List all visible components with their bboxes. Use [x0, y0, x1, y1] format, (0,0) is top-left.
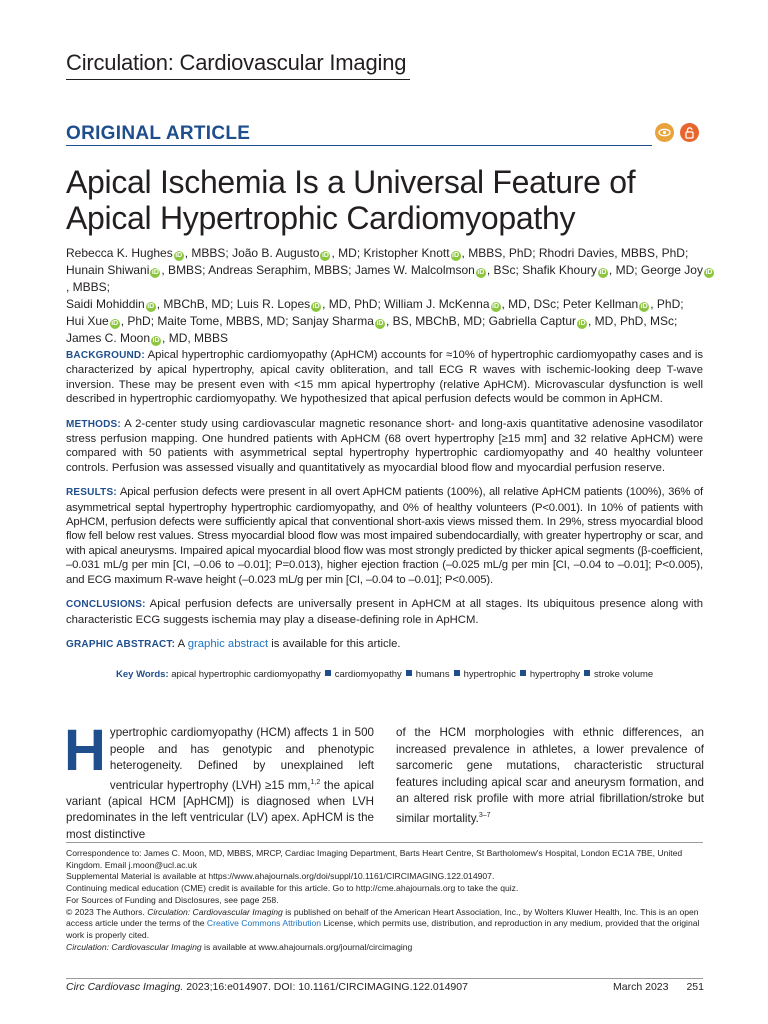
orcid-icon[interactable]: iD [705, 269, 713, 276]
citation-sup[interactable]: 3–7 [478, 811, 491, 819]
footer-date: March 2023 [613, 981, 669, 993]
graphic-pre: A [177, 637, 185, 650]
author [66, 331, 228, 345]
availability-journal: Circulation: Cardiovascular Imaging [66, 941, 202, 952]
citation-sup[interactable]: 1,2 [310, 778, 321, 786]
keywords [116, 668, 716, 681]
author-list [66, 245, 716, 347]
author-name: Hunain Shiwani [66, 263, 150, 277]
availability-note [66, 942, 706, 954]
author [563, 297, 684, 311]
orcid-icon[interactable]: iD [640, 303, 648, 310]
author [539, 246, 688, 260]
journal-name: Circulation: Cardiovascular Imaging [66, 50, 407, 75]
graphic-abstract-label: GRAPHIC ABSTRACT: [66, 638, 176, 650]
graphic-abstract-link[interactable]: graphic abstract [187, 637, 269, 650]
author-degrees: , MBBS, PhD; [461, 246, 539, 260]
abstract-results [66, 485, 703, 587]
keyword[interactable]: hypertrophic [463, 669, 516, 680]
keyword-separator [325, 670, 331, 676]
author-degrees: , MD; [608, 263, 641, 277]
orcid-icon[interactable]: iD [147, 303, 155, 310]
author-degrees: , MBBS, MD; [219, 314, 292, 328]
author [237, 297, 384, 311]
author-name: Rhodri Davies [538, 246, 615, 260]
keyword[interactable]: humans [415, 669, 450, 680]
author-name: Kristopher Knott [363, 246, 450, 260]
author [232, 246, 363, 260]
section-label: ORIGINAL ARTICLE [66, 123, 251, 144]
author-degrees: , MBBS; [307, 263, 355, 277]
copyright-journal: Circulation: Cardiovascular Imaging [147, 906, 283, 917]
body-right-text: of the HCM morphologies with ethnic differences, an increased prevalence in athletes, a lower prevalence of sarcomeric gene mutations, characteristic structural features including apical scar and aneurysm formation, and an altered risk profile with more atrial fibrillation/stroke but similar mortality. [396, 726, 704, 825]
author [522, 263, 641, 277]
author-name: Luis R. Lopes [236, 297, 311, 311]
body-left-text-2: the apical variant (apical HCM [ApHCM]) is diagnosed when LVH predominates in the left ventricular (LV) apex. ApHCM is the most distinctive [66, 778, 374, 841]
author [384, 297, 563, 311]
orcid-icon[interactable]: iD [376, 320, 384, 327]
journal-underline [66, 79, 410, 80]
footnote-divider [66, 842, 703, 843]
background-label: BACKGROUND: [66, 350, 145, 361]
author-name: Shafik Khoury [522, 263, 597, 277]
keyword[interactable]: cardiomyopathy [334, 669, 402, 680]
keyword-separator [520, 670, 526, 676]
methods-text: A 2-center study using cardiovascular magnetic resonance short- and long-axis quantitative adenosine vasodilator stress perfusion mapping. One hundred patients with ApHCM (68 overt hypertrophy [≥15 mm] and 32 relative ApHCM) were compared with 50 patients with asymmetrical septal hypertrophy hypertrophic cardiomyopathy and 40 healthy volunteer controls. Perfusion was assessed visually and quantitatively as myocardial blood flow and myocardial perfusion reserve. [66, 417, 704, 474]
results-text: Apical perfusion defects were present in all overt ApHCM patients (100%), all relative ApHCM patients (100%), 36% of asymmetrical septal hypertrophy hypertrophic cardiomyopathy, and 0% of healthy volunteers (P<0.001). In 10% of patients with ApHCM, perfusion defects were sufficiently apical that conventional short-axis views missed them. In 29%, stress myocardial blood flow fell below rest values. Stress myocardial blood flow was most impaired subendocardially, with greater hypertrophy or scar, and with apical aneurysms. Impaired apical myocardial blood flow was most strongly predicted by thicker apical segments (β-coefficient, –0.031 mL/g per min [CI, –0.06 to –0.01]; P=0.013), higher ejection fraction (–0.025 mL/g per min [CI, –0.04 to –0.01]; P<0.005), and ECG maximum R-wave height (–0.023 mL/g per min [CI, –0.04 to –0.01]; P<0.005). [66, 486, 703, 586]
conclusions-label: CONCLUSIONS: [66, 599, 146, 611]
author [292, 314, 489, 328]
orcid-icon[interactable]: iD [452, 252, 460, 259]
author-name: Saidi Mohiddin [66, 297, 145, 311]
abstract-background [66, 348, 703, 407]
open-lock-icon[interactable] [680, 123, 699, 142]
creative-commons-link[interactable]: Creative Commons Attribution [206, 918, 322, 929]
page-number: 251 [686, 981, 704, 993]
keyword[interactable]: stroke volume [594, 669, 654, 680]
conclusions-text: Apical perfusion defects are universally present in ApHCM at all stages. Its ubiquitous presence along with characteristic ECG suggests ischemia may play a disease-defining role in ApHCM. [66, 598, 703, 626]
author-degrees: , BSc; [486, 263, 523, 277]
graphic-post: is available for this article. [271, 637, 401, 650]
author-degrees: , MBBS; [66, 280, 111, 294]
orcid-icon[interactable]: iD [175, 252, 183, 259]
abstract-methods [66, 417, 703, 476]
orcid-icon[interactable]: iD [492, 303, 499, 310]
methods-label: METHODS: [66, 418, 121, 430]
correspondence-note: Correspondence to: James C. Moon, MD, MBBS, MRCP, Cardiac Imaging Department, Barts Heart Centre, St Bartholomew's Hospital, London EC1A 7BE, United Kingdom. Email j.moon@ucl.ac.uk [66, 848, 683, 870]
author [66, 314, 157, 328]
author-name: James C. Moon [66, 331, 151, 345]
author-degrees: , MD, PhD, MSc; [588, 314, 678, 328]
cme-note: Continuing medical education (CME) credit is available for this article. Go to http://cme.ahajournals.org to take the quiz. [66, 883, 519, 894]
footer-citation [66, 981, 468, 993]
orcid-icon[interactable]: iD [152, 337, 160, 344]
results-label: RESULTS: [66, 487, 117, 499]
author-degrees: , BS, MBChB, MD; [385, 314, 489, 328]
author-degrees: , BMBS; [161, 263, 209, 277]
abstract [66, 348, 703, 662]
article-title: Apical Ischemia Is a Universal Feature of Apical Hypertrophic Cardiomyopathy [66, 164, 636, 236]
drop-cap: H [64, 718, 106, 783]
supplemental-note: Supplemental Material is available at https://www.ahajournals.org/doi/suppl/10.1161/CIRCIMAGING.122.014907. [66, 871, 495, 882]
body-column-left [64, 718, 374, 843]
author [208, 263, 355, 277]
orcid-icon[interactable]: iD [321, 252, 329, 259]
keyword-separator [406, 670, 412, 676]
keyword[interactable]: hypertrophy [529, 669, 581, 680]
author-name: Sanjay Sharma [291, 314, 374, 328]
author [489, 314, 678, 328]
keyword-separator [454, 670, 460, 676]
author-degrees: , MD, MBBS [162, 331, 229, 345]
keywords-label: Key Words: [116, 669, 169, 680]
body-column-right [396, 725, 704, 827]
author-name: Hui Xue [66, 314, 109, 328]
background-text: Apical hypertrophic cardiomyopathy (ApHCM) accounts for ≈10% of hypertrophic cardiomyopathy cases and is characterized by apical hypertrophy, apical cavity obliteration, and tall ECG R waves with ischemic-looking deep T-wave inversion. These may be present even with <15 mm apical hypertrophy (relative ApHCM). Microvascular dysfunction is well described in hypertrophic cardiomyopathy. We hypothesized that apical perfusion defects would be common in ApHCM. [66, 349, 703, 406]
orcid-icon[interactable]: iD [578, 320, 586, 327]
author-name: João B. Augusto [232, 246, 320, 260]
keyword[interactable]: apical hypertrophic cardiomyopathy [171, 669, 321, 680]
footer-date-page [600, 981, 704, 993]
author [363, 246, 538, 260]
footer-divider [66, 978, 703, 979]
author [66, 246, 232, 260]
author [157, 314, 292, 328]
section-divider [66, 145, 652, 146]
author-name: Andreas Seraphim [208, 263, 308, 277]
author-degrees: , MBChB, MD; [156, 297, 237, 311]
footer-journal: Circ Cardiovasc Imaging. [66, 981, 184, 993]
author-degrees: , PhD; [120, 314, 158, 328]
author-name: William J. McKenna [384, 297, 490, 311]
author-name: James W. Malcolmson [354, 263, 475, 277]
copyright-note [66, 907, 706, 942]
abstract-conclusions [66, 597, 703, 627]
author-name: George Joy [640, 263, 703, 277]
author-degrees: , MBBS, PhD; [614, 246, 689, 260]
copyright-pre: © 2023 The Authors. [66, 906, 145, 917]
author-degrees: , PhD; [650, 297, 684, 311]
copyright-post: License, which permits use, distribution, and reproduction in any medium, provided that the original work is properly cited. [66, 918, 700, 940]
keyword-separator [584, 670, 590, 676]
author-name: Maite Tome [157, 314, 220, 328]
orcid-icon[interactable]: iD [312, 303, 320, 310]
author-name: Gabriella Captur [488, 314, 576, 328]
author [66, 297, 237, 311]
eye-icon[interactable] [655, 123, 674, 142]
funding-note: For Sources of Funding and Disclosures, see page 258. [66, 894, 279, 905]
body-left-text: ypertrophic cardiomyopathy (HCM) affects 1 in 500 people and has genotypic and phenotypic heterogeneity. Defined by unexplained left ventricular hypertrophy (LVH) ≥15 mm, [109, 726, 374, 792]
author-degrees: , MD; [331, 246, 364, 260]
author-name: Peter Kellman [562, 297, 639, 311]
author-degrees: , MD, DSc; [501, 297, 563, 311]
availability-text: is available at www.ahajournals.org/journal/circimaging [204, 941, 413, 952]
footnotes [66, 848, 706, 953]
orcid-icon[interactable]: iD [151, 269, 159, 276]
copyright-mid: is published on behalf of the American Heart Association, Inc., by Wolters Kluwer Health, Inc. This is an open access article under the terms of the [66, 906, 699, 929]
abstract-graphic [66, 637, 703, 652]
author-name: Rebecca K. Hughes [66, 246, 173, 260]
author-degrees: , MD, PhD; [322, 297, 385, 311]
orcid-icon[interactable]: iD [477, 269, 485, 276]
author [66, 263, 208, 277]
orcid-icon[interactable]: iD [599, 269, 607, 276]
author-degrees: , MBBS; [184, 246, 233, 260]
author [355, 263, 522, 277]
footer-doi: 2023;16:e014907. DOI: 10.1161/CIRCIMAGING.122.014907 [186, 981, 468, 993]
orcid-icon[interactable]: iD [111, 320, 119, 327]
